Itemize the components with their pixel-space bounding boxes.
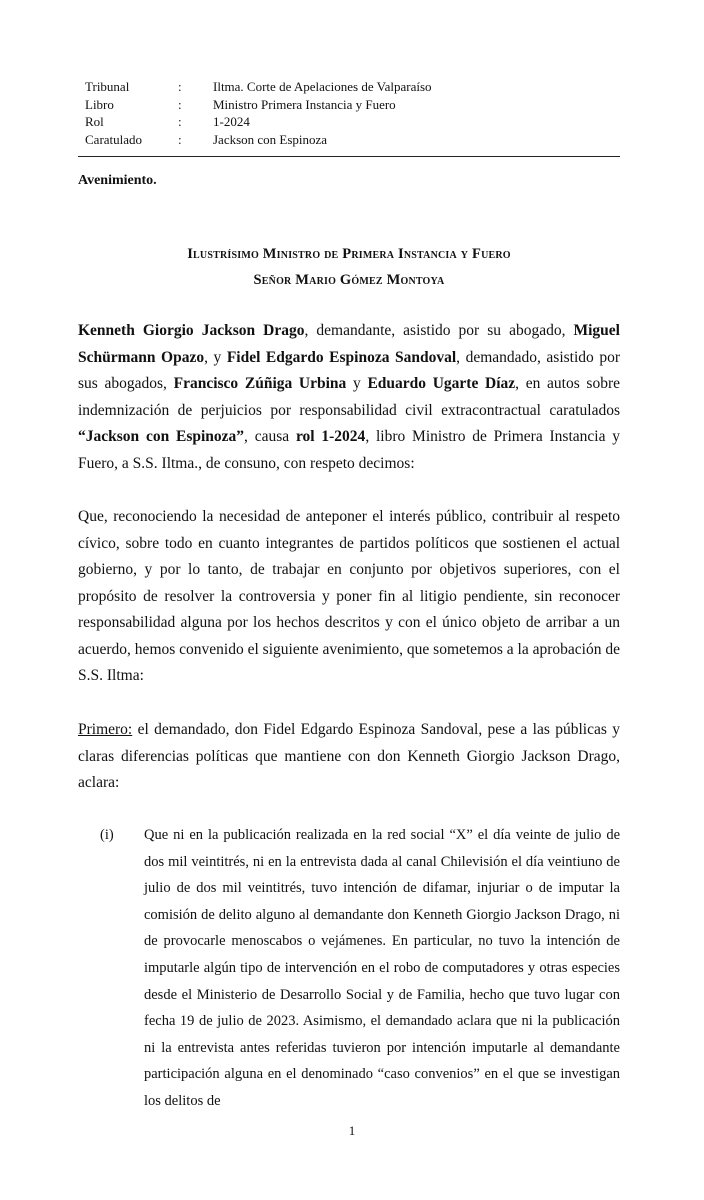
list-item-label: (i) <box>100 827 114 843</box>
case-rol: rol 1-2024 <box>295 428 366 445</box>
header-row-libro <box>85 96 432 114</box>
intro-text: , demandante, asistido por su abogado, <box>304 322 574 339</box>
addressee-name: Señor Mario Gómez Montoya <box>253 272 445 288</box>
header-value: Ministro Primera Instancia y Fuero <box>213 96 396 112</box>
intro-text: y <box>346 375 368 392</box>
document-subject: Avenimiento. <box>78 173 157 188</box>
party-name: Francisco Zúñiga Urbina <box>173 375 347 392</box>
list-item-text: Que ni en la publicación realizada en la red social “X” el día veinte de julio de dos mil veintitrés, ni en la entrevista dada al canal Chilevisión el día veintiuno de julio de dos mil veintitrés, tuvo intención de difamar, injuriar o de imputar la comisión de delito alguno al demandante don Kenneth Giorgio Jackson Drago, ni de provocarle menoscabos o vejámenes. En particular, no tuvo la intención de imputarle algún tipo de intervención en el robo de computadores y otras especies desde el Ministerio de Desarrollo Social y de Familia, hecho que tuvo lugar con fecha 19 de julio de 2023. Asimismo, el demandado aclara que ni la publicación ni la entrevista antes referidas tuvieron por intención imputarle al demandante participación alguna en el denominado “caso convenios” en el que se investigan los delitos de <box>144 827 620 1109</box>
header-colon: : <box>178 114 182 129</box>
recital-paragraph: Que, reconociendo la necesidad de anteponer el interés público, contribuir al respeto cívico, sobre todo en cuanto integrantes de partidos políticos que sostienen el actual gobierno, y por lo tanto, de trabajar en conjunto por objetivos superiores, con el propósito de resolver la controversia y poner fin al litigio pendiente, sin reconocer responsabilidad alguna por los hechos descritos y con el único objeto de arribar a un acuerdo, hemos convenido el siguiente avenimiento, que sometemos a la aprobación de S.S. Iltma: <box>78 508 620 684</box>
intro-text: , causa <box>244 428 296 445</box>
case-header <box>85 78 432 148</box>
intro-text: , en autos sobre indemnización de perjuicios por responsabilidad civil extracontractual caratulados <box>78 375 620 419</box>
party-name: Eduardo Ugarte Díaz <box>367 375 516 392</box>
header-colon: : <box>178 131 182 147</box>
intro-text: , libro Ministro de Primera Instancia y Fuero, a S.S. Iltma., de consuno, con respeto decimos: <box>78 428 621 472</box>
header-row-tribunal <box>85 78 432 96</box>
clause-primero <box>78 717 620 797</box>
header-label: Libro <box>85 96 114 112</box>
header-row-caratulado <box>85 131 432 149</box>
addressee-title: Ilustrísimo Ministro de Primera Instancia y Fuero <box>187 246 511 262</box>
page-number: 1 <box>348 1123 356 1138</box>
header-label: Tribunal <box>85 79 130 94</box>
header-label: Rol <box>85 114 104 129</box>
header-value: Iltma. Corte de Apelaciones de Valparaíso <box>213 79 432 94</box>
case-title: “Jackson con Espinoza” <box>78 428 245 445</box>
intro-paragraph <box>78 318 620 477</box>
header-row-rol <box>85 113 432 131</box>
intro-text: , y <box>204 348 227 366</box>
intro-text: , demandado, asistido por sus abogados, <box>78 348 620 392</box>
header-colon: : <box>178 79 182 94</box>
header-colon: : <box>178 96 182 112</box>
party-name: Kenneth Giorgio Jackson Drago <box>78 322 305 339</box>
party-name: Fidel Edgardo Espinoza Sandoval <box>226 348 457 366</box>
clause-text: el demandado, don Fidel Edgardo Espinoza Sandoval, pese a las públicas y claras diferencias políticas que mantiene con don Kenneth Giorgio Jackson Drago, aclara: <box>78 721 620 791</box>
party-name: Miguel Schürmann Opazo <box>78 322 620 366</box>
header-value: 1-2024 <box>213 114 250 129</box>
header-divider <box>78 156 620 157</box>
header-value: Jackson con Espinoza <box>213 131 328 147</box>
clause-label: Primero: <box>78 721 133 738</box>
header-label: Caratulado <box>85 131 143 147</box>
